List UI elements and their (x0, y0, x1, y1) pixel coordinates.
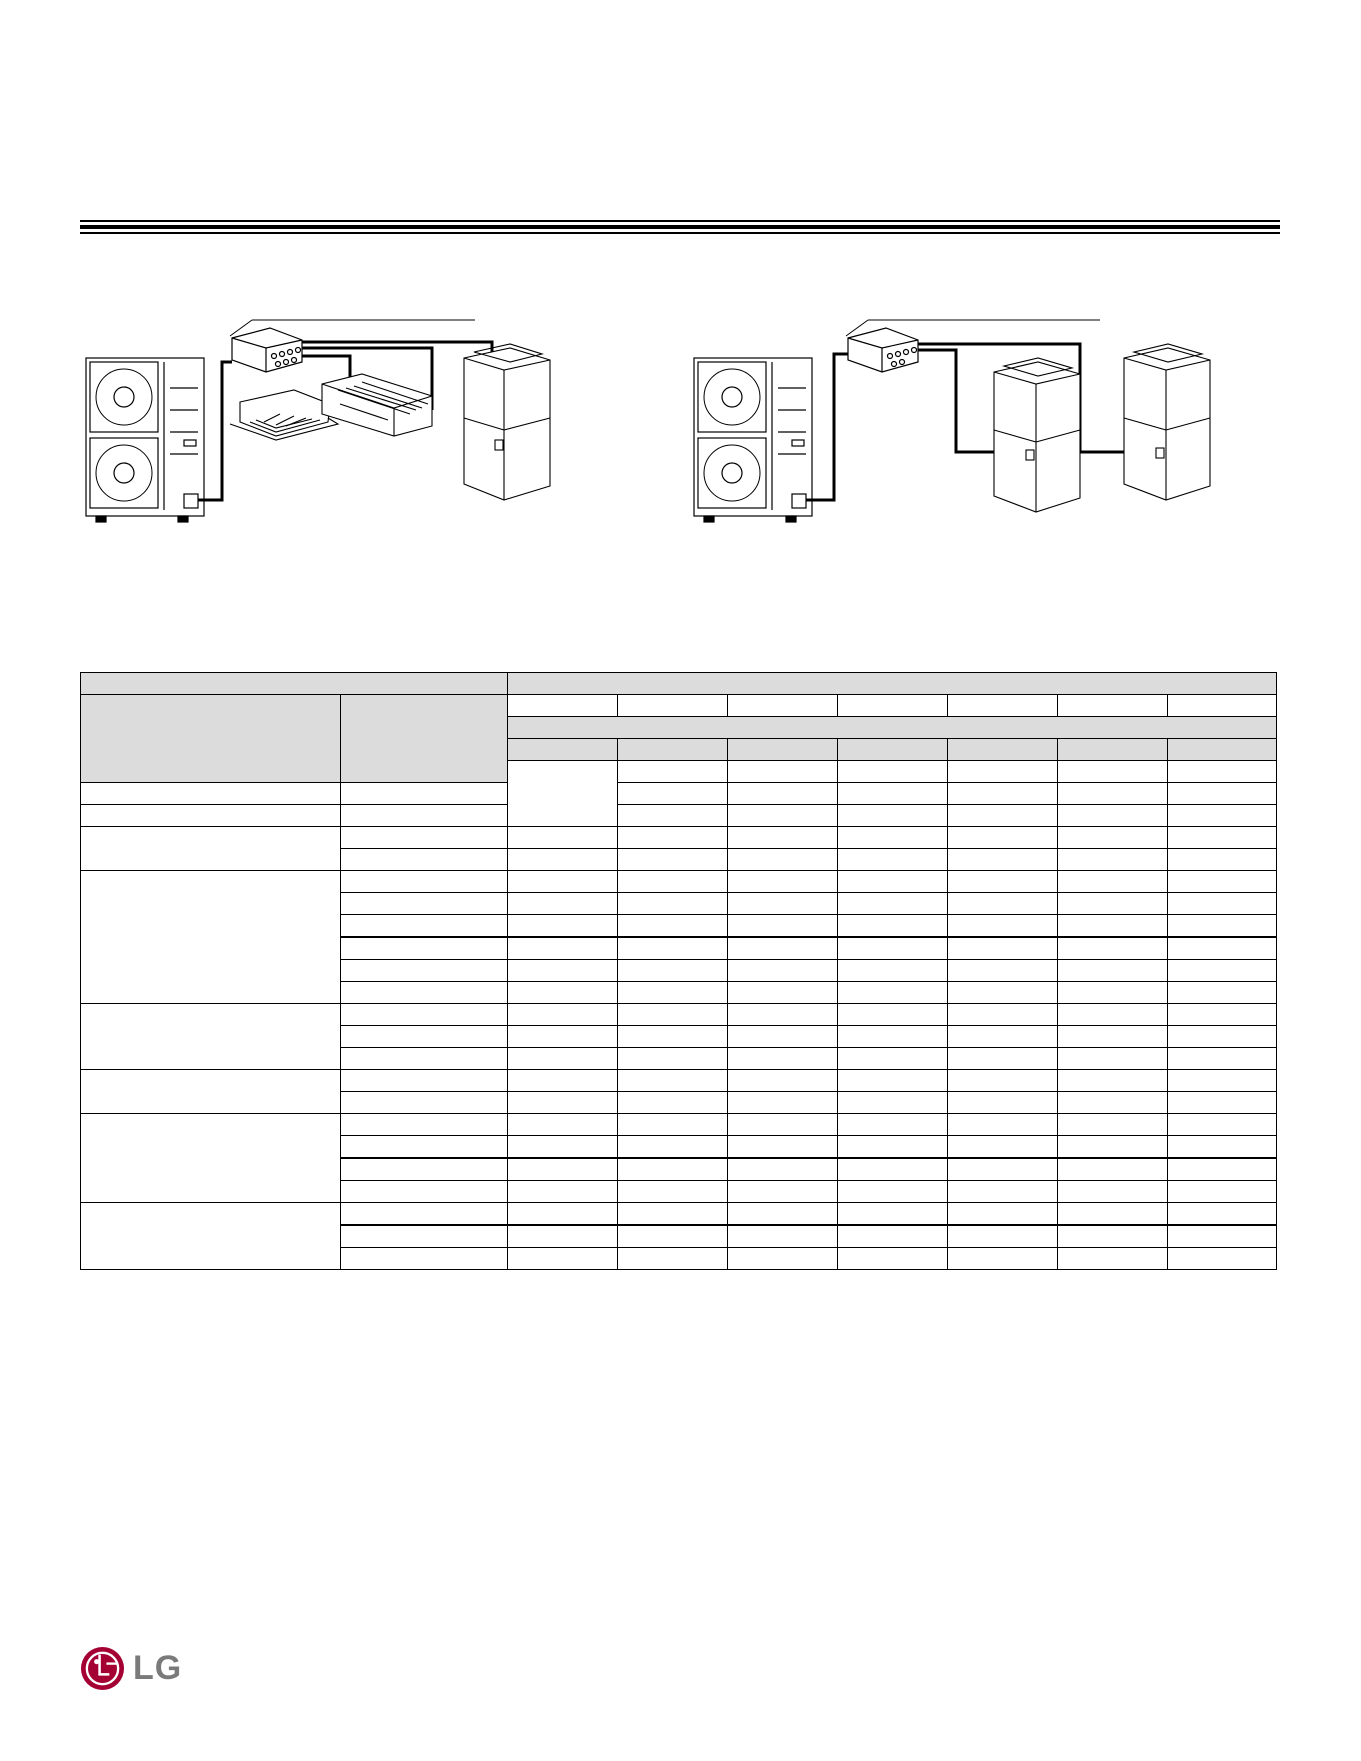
lg-wordmark: LG (133, 1649, 183, 1687)
value-cell (948, 805, 1058, 827)
value-cell (838, 849, 948, 871)
value-cell (948, 827, 1058, 849)
value-cell (948, 1004, 1058, 1026)
sub-label-cell (341, 1026, 508, 1048)
value-cell (948, 982, 1058, 1004)
value-cell (618, 1114, 728, 1136)
value-cell (1168, 1203, 1277, 1226)
value-cell (838, 960, 948, 982)
value-cell (1058, 1114, 1168, 1136)
sub-label-cell (341, 915, 508, 938)
table-row (81, 827, 1277, 849)
header-cell (81, 673, 508, 695)
value-cell (1168, 1248, 1277, 1270)
value-cell (1168, 960, 1277, 982)
table-row (81, 1004, 1277, 1026)
value-cell (618, 937, 728, 960)
value-cell (508, 1158, 618, 1181)
value-cell (838, 1181, 948, 1203)
value-cell (1168, 982, 1277, 1004)
value-cell (948, 937, 1058, 960)
sub-label-cell (341, 1004, 508, 1026)
value-cell (1058, 761, 1168, 783)
header-cell (508, 717, 1277, 739)
value-cell (838, 1248, 948, 1270)
value-cell (618, 1070, 728, 1092)
value-cell (728, 1004, 838, 1026)
value-cell (508, 1092, 618, 1114)
value-cell (728, 871, 838, 893)
value-cell (728, 827, 838, 849)
system-diagram-right (690, 310, 1270, 530)
outdoor-unit-illustration (694, 358, 812, 522)
value-cell (948, 1048, 1058, 1070)
wall-mount-illustration (322, 374, 432, 436)
sub-label-cell (341, 1158, 508, 1181)
value-cell (341, 805, 508, 827)
sub-label-cell (81, 783, 341, 805)
table-row (81, 871, 1277, 893)
value-cell (1168, 1048, 1277, 1070)
value-cell (838, 1026, 948, 1048)
value-cell (1168, 1158, 1277, 1181)
column-header-cell (838, 695, 948, 717)
value-cell (1058, 982, 1168, 1004)
value-cell (1168, 937, 1277, 960)
sub-label-cell (341, 849, 508, 871)
value-cell (618, 1181, 728, 1203)
value-cell (1168, 915, 1277, 938)
lg-logo (80, 1646, 182, 1691)
value-cell (508, 1004, 618, 1026)
table-row (81, 783, 1277, 805)
value-cell (618, 1092, 728, 1114)
value-cell (948, 1181, 1058, 1203)
value-cell (1058, 827, 1168, 849)
value-cell (618, 871, 728, 893)
header-cell (81, 695, 341, 783)
value-cell (838, 937, 948, 960)
value-cell (1168, 1225, 1277, 1248)
sub-label-cell (81, 805, 341, 827)
value-cell (728, 1248, 838, 1270)
value-cell (1168, 871, 1277, 893)
value-cell (838, 915, 948, 938)
group-label-cell (81, 871, 341, 1004)
value-cell (1168, 827, 1277, 849)
value-cell (1058, 849, 1168, 871)
value-cell (948, 915, 1058, 938)
column-header-cell (1058, 739, 1168, 761)
value-cell (948, 1248, 1058, 1270)
column-header-cell (618, 739, 728, 761)
value-cell (1168, 893, 1277, 915)
outdoor-unit-illustration (86, 358, 204, 522)
value-cell (728, 893, 838, 915)
sub-label-cell (341, 1114, 508, 1136)
sub-label-cell (341, 1248, 508, 1270)
value-cell (838, 1136, 948, 1159)
sub-label-cell (341, 1048, 508, 1070)
value-cell (618, 893, 728, 915)
value-cell (728, 761, 838, 783)
value-cell (618, 849, 728, 871)
value-cell (728, 1026, 838, 1048)
value-cell (618, 1158, 728, 1181)
branch-box-illustration (232, 328, 302, 372)
value-cell (508, 982, 618, 1004)
column-header-cell (948, 695, 1058, 717)
value-cell (508, 1114, 618, 1136)
value-cell (1168, 761, 1277, 783)
value-cell (508, 915, 618, 938)
value-cell (1168, 1181, 1277, 1203)
value-cell (1058, 805, 1168, 827)
column-header-cell (508, 739, 618, 761)
value-cell (508, 1181, 618, 1203)
group-label-cell (81, 827, 341, 871)
value-cell (1058, 1136, 1168, 1159)
value-cell (838, 1070, 948, 1092)
value-cell (618, 783, 728, 805)
value-cell (838, 893, 948, 915)
column-header-cell (838, 739, 948, 761)
sub-label-cell (341, 1136, 508, 1159)
value-cell (508, 893, 618, 915)
value-cell (1168, 805, 1277, 827)
branch-box-illustration (848, 328, 918, 372)
value-cell (1058, 1026, 1168, 1048)
value-cell (618, 1048, 728, 1070)
value-cell (618, 1225, 728, 1248)
value-cell (728, 960, 838, 982)
value-cell (948, 783, 1058, 805)
sub-label-cell (341, 982, 508, 1004)
value-cell (1168, 1136, 1277, 1159)
value-cell (1168, 1004, 1277, 1026)
value-cell (1058, 1092, 1168, 1114)
value-cell (838, 871, 948, 893)
value-cell (838, 761, 948, 783)
value-cell (1058, 960, 1168, 982)
value-cell (838, 1158, 948, 1181)
value-cell (1058, 1158, 1168, 1181)
value-cell (948, 849, 1058, 871)
group-label-cell (81, 1114, 341, 1203)
value-cell (1168, 849, 1277, 871)
value-cell (948, 1225, 1058, 1248)
value-cell (1058, 893, 1168, 915)
value-cell (838, 1225, 948, 1248)
value-cell (618, 1248, 728, 1270)
value-cell (618, 827, 728, 849)
value-cell (508, 827, 618, 849)
vertical-air-handler-illustration (1124, 344, 1210, 500)
value-cell (1058, 1070, 1168, 1092)
table-row (81, 805, 1277, 827)
sub-label-cell (341, 871, 508, 893)
value-cell (618, 1026, 728, 1048)
vertical-air-handler-illustration (994, 358, 1080, 512)
system-diagram-left (80, 310, 640, 530)
header-cell (508, 673, 1277, 695)
value-cell (838, 1048, 948, 1070)
value-cell (728, 783, 838, 805)
value-cell (508, 1136, 618, 1159)
header-cell (341, 695, 508, 783)
value-cell (1058, 783, 1168, 805)
value-cell (508, 937, 618, 960)
value-cell (948, 871, 1058, 893)
value-cell (508, 1070, 618, 1092)
column-header-cell (1168, 739, 1277, 761)
group-label-cell (81, 1004, 341, 1070)
value-cell (948, 1114, 1058, 1136)
value-cell (1168, 1070, 1277, 1092)
value-cell (1058, 1181, 1168, 1203)
value-cell (948, 1026, 1058, 1048)
value-cell (618, 960, 728, 982)
value-cell (618, 805, 728, 827)
value-cell (728, 1225, 838, 1248)
value-cell (948, 1158, 1058, 1181)
column-header-cell (508, 695, 618, 717)
value-cell (728, 1114, 838, 1136)
value-cell (508, 1048, 618, 1070)
value-cell (728, 1048, 838, 1070)
column-header-cell (1058, 695, 1168, 717)
sub-label-cell (341, 937, 508, 960)
sub-label-cell (341, 1070, 508, 1092)
value-cell (1058, 1048, 1168, 1070)
value-cell (618, 1004, 728, 1026)
value-cell (508, 1026, 618, 1048)
value-cell (1058, 871, 1168, 893)
value-cell (1058, 915, 1168, 938)
table-row (81, 1070, 1277, 1092)
value-cell (948, 1136, 1058, 1159)
table-row (81, 1203, 1277, 1226)
value-cell (728, 1181, 838, 1203)
value-cell (838, 783, 948, 805)
spec-table (80, 672, 1277, 1270)
value-cell (1168, 1092, 1277, 1114)
value-cell (728, 1203, 838, 1226)
value-cell (948, 893, 1058, 915)
value-cell (508, 871, 618, 893)
value-cell (1168, 783, 1277, 805)
value-cell (1168, 1026, 1277, 1048)
value-cell (728, 1136, 838, 1159)
value-cell (728, 1070, 838, 1092)
column-header-cell (728, 695, 838, 717)
value-cell (1058, 1203, 1168, 1226)
value-cell (508, 1225, 618, 1248)
header-rule (80, 220, 1280, 234)
group-label-cell (81, 1203, 341, 1270)
value-cell (728, 982, 838, 1004)
value-cell (1058, 1004, 1168, 1026)
sub-label-cell (618, 761, 728, 783)
sub-label-cell (341, 1203, 508, 1226)
value-cell (728, 849, 838, 871)
sub-label-cell (341, 1225, 508, 1248)
value-cell (838, 1004, 948, 1026)
value-cell (1058, 1248, 1168, 1270)
group-label-cell (81, 1070, 341, 1114)
sub-label-cell (341, 1181, 508, 1203)
value-cell (728, 937, 838, 960)
value-cell (508, 960, 618, 982)
value-cell (618, 1136, 728, 1159)
value-cell (838, 982, 948, 1004)
value-cell (1168, 1114, 1277, 1136)
value-cell (838, 805, 948, 827)
value-cell (618, 1203, 728, 1226)
value-cell (1058, 937, 1168, 960)
value-cell (728, 1158, 838, 1181)
value-cell (728, 805, 838, 827)
table-header-row (81, 695, 1277, 717)
value-cell (838, 827, 948, 849)
lg-face-icon (80, 1646, 125, 1691)
value-cell (1058, 1225, 1168, 1248)
value-cell (838, 1203, 948, 1226)
value-cell (948, 960, 1058, 982)
column-header-cell (1168, 695, 1277, 717)
value-cell (508, 1248, 618, 1270)
column-header-cell (618, 695, 728, 717)
table-row (81, 1114, 1277, 1136)
value-cell (948, 1092, 1058, 1114)
group-label-cell (508, 761, 618, 827)
sub-label-cell (341, 893, 508, 915)
value-cell (618, 915, 728, 938)
value-cell (728, 1092, 838, 1114)
value-cell (508, 1203, 618, 1226)
table-header-row (81, 673, 1277, 695)
value-cell (618, 982, 728, 1004)
value-cell (508, 849, 618, 871)
sub-label-cell (341, 1092, 508, 1114)
value-cell (838, 1092, 948, 1114)
sub-label-cell (341, 960, 508, 982)
value-cell (728, 915, 838, 938)
column-header-cell (728, 739, 838, 761)
sub-label-cell (341, 827, 508, 849)
value-cell (948, 1070, 1058, 1092)
vertical-air-handler-illustration (464, 344, 550, 500)
value-cell (948, 1203, 1058, 1226)
value-cell (948, 761, 1058, 783)
column-header-cell (948, 739, 1058, 761)
value-cell (341, 783, 508, 805)
value-cell (838, 1114, 948, 1136)
